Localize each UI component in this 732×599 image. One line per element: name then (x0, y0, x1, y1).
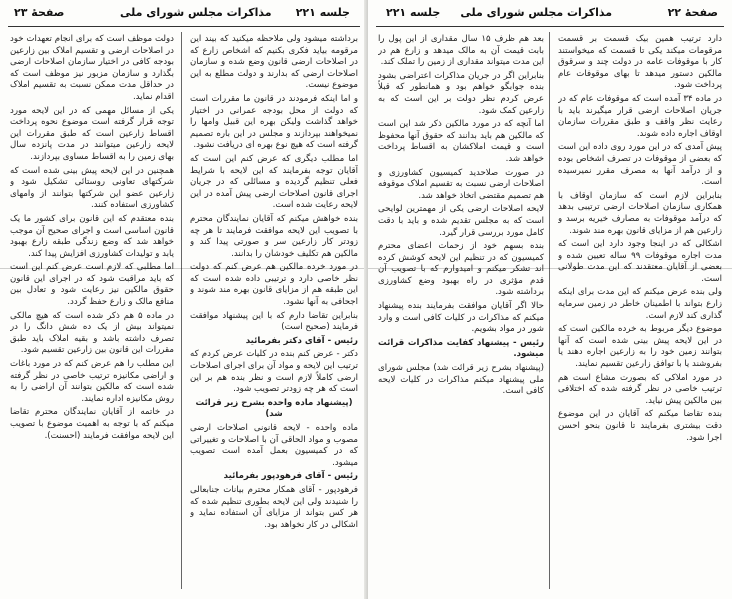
paragraph: بنابراین تقاضا دارم که با این پیشنهاد موافقت فرمایند (صحیح است) (190, 310, 358, 333)
paragraph: بنده تقاضا میکنم که آقایان در این موضوع دقت بیشتری بفرمایند تا قانون بنحو احسن اجرا شود. (558, 409, 722, 443)
right-header-rule (376, 26, 724, 27)
left-page-session: جلسه ۲۲۱ (295, 6, 350, 19)
left-page-title: مذاکرات مجلس شورای ملی (120, 6, 272, 19)
paragraph: بنده خواهش میکنم که آقایان نمایندگان محترم با تصویب این لایحه موافقت فرمایند تا هر چه زودتر کار زارعین سر و صورتی پیدا کند و مالکین هم تکلیف خودشان را بدانند. (190, 213, 358, 259)
paragraph: اشکالی که در اینجا وجود دارد این است که مدت اجاره موقوفات ۹۹ ساله تعیین شده و بعضی از آقایان معتقدند که این مدت طولانی است. (558, 239, 722, 284)
paragraph: دارد ترتیب همین بیک قسمت بر قسمت مرقومات میکند یکی تا قسمت که میخواستند کار با موقوفات عامه در دولت چند و سرقوق مالکین دستور میدهد تا بهای موقوفات عام پرداخت شود. (558, 34, 722, 91)
speaker-line: رئیس - پیشنهاد کفایت مذاکرات قرائت میشود. (378, 337, 544, 360)
paragraph: (پیشنهاد بشرح زیر قرائت شد) مجلس شورای ملی پیشنهاد میکنم مذاکرات در کلیات لایحه کافی است. (378, 363, 544, 397)
left-page-number: صفحهٔ ۲۳ (14, 6, 65, 19)
centered-note: (پیشنهاد ماده واحده بشرح زیر قرائت شد) (195, 397, 353, 420)
paragraph: ولی بنده عرض میکنم که این مدت برای اینکه زارع بتواند با اطمینان خاطر در زمین سرمایه گذاری کند لازم است. (558, 287, 722, 321)
paragraph: بنابراین اگر در جریان مذاکرات اعتراضی بشود بنده جوابگو خواهم بود و همانطور که قبلاً عرض کردم نظر دولت بر این است که به زارعین کمک شود. (378, 70, 544, 116)
left-column-divider (181, 32, 182, 589)
paragraph: فرهودپور - آقای همکار محترم بیانات جنابعالی را شنیدند ولی این لایحه بطوری تنظیم شده که هر کس بتواند از مزایای آن استفاده نماید و اشکالی در کار نخواهد بود. (190, 484, 358, 530)
left-page-header (10, 6, 358, 26)
left-page-column-left (10, 34, 174, 591)
paragraph: همچنین در این لایحه پیش بینی شده است که شرکتهای تعاونی روستائی تشکیل شود و زارعین عضو این شرکتها بتوانند از وامهای کشاورزی استفاده کنند. (10, 165, 174, 211)
paragraph: ماده واحده - لایحه قانونی اصلاحات ارضی مصوب و مواد الحاقی آن با اصلاحات و تغییراتی که در کمیسیون بعمل آمده است تصویب میشود. (190, 423, 358, 468)
paragraph: در مورد املاکی که بصورت مشاع است هم ترتیب خاصی در نظر گرفته شده که اختلافی بین مالکین پیش نیاید. (558, 372, 722, 406)
paragraph: پیش آمدی که در این مورد روی داده این است که بعضی از موقوفات در تصرف اشخاص بوده و از درآمد آنها به مصرف مقرر نمیرسیده است. (558, 142, 722, 188)
paragraph: بنده معتقدم که این قانون برای کشور ما یک قانون اساسی است و اجرای صحیح آن موجب خواهد شد که وضع زندگی طبقه زارع بهبود یابد و تولیدات کشاورزی افزایش پیدا کند. (10, 213, 174, 259)
right-page-number: صفحهٔ ۲۲ (667, 6, 718, 19)
right-page (368, 0, 732, 599)
paragraph: دکتر - عرض کنم بنده در کلیات عرض کردم که ترتیب این لایحه و مواد آن برای اجرای اصلاحات ارضی کاملاً لازم است و نظر بنده هم بر این است که هر چه زودتر تصویب شود. (190, 349, 358, 395)
paragraph: در خاتمه از آقایان نمایندگان محترم تقاضا میکنم که با توجه به اهمیت موضوع با تصویب این لایحه موافقت فرمایند (احسنت). (10, 407, 174, 441)
paragraph: در ماده ۳۴ آمده است که موقوفات عام که در جریان اصلاحات ارضی قرار میگیرند باید با رعایت نظر واقف و طبق مقررات سازمان اوقاف اجاره داده شوند. (558, 93, 722, 139)
left-page-column-right (190, 34, 358, 591)
speaker-line: رئیس - آقای دکتر بفرمائید (245, 335, 358, 346)
paragraph: بنده بسهم خود از زحمات اعضای محترم کمیسیون که در تنظیم این لایحه کوشش کرده اند تشکر میکنم و امیدوارم که با تصویب آن قدم مؤثری در راه بهبود وضع کشاورزی برداشته شود. (378, 241, 544, 298)
paragraph: اما مطلبی که لازم است عرض کنم این است که باید مراقبت شود که در اجرای این قانون حقوق مالکین نیز رعایت شود و تعادل بین منافع مالک و زارع حفظ گردد. (10, 262, 174, 308)
right-page-header (378, 6, 722, 26)
right-page-title: مذاکرات مجلس شورای ملی (460, 6, 612, 19)
paragraph: حالا اگر آقایان موافقت بفرمایند بنده پیشنهاد میکنم که مذاکرات در کلیات کافی است و وارد شور در مواد بشویم. (378, 301, 544, 335)
right-column-divider (549, 32, 550, 589)
paragraph: یکی از مسائل مهمی که در این لایحه مورد توجه قرار گرفته است موضوع نحوه پرداخت اقساط زارعین است که طبق مقررات این لایحه زارعین میتوانند در مدت پانزده سال بهای زمین را به اقساط مساوی بپردازند. (10, 105, 174, 162)
paragraph: اما مطلب دیگری که عرض کنم این است که آقایان توجه بفرمایند که این لایحه با شرایط فعلی تنظیم گردیده و مسائلی که در جریان اجرای قانون اصلاحات ارضی پیش آمده در این لایحه رعایت شده است. (190, 153, 358, 211)
paragraph: و اما اینکه فرمودند در قانون ما مقررات است که دولت از محل بودجه عمرانی در اختیار خواهد گذاشت ولیکن بهره این قبیل وامها را نمیخواهند بپردازند و مجلس در این باره تصمیم گرفته است که هیچ نوع بهره ای دریافت نشود. (190, 93, 358, 151)
right-page-column-right (558, 34, 722, 591)
paragraph: اما آنچه که در مورد مالکین ذکر شد این است که مالکین هم باید بدانند که حقوق آنها محفوظ است و قیمت املاکشان به اقساط پرداخت خواهد شد. (378, 119, 544, 164)
paragraph: در مورد خرده مالکین هم عرض کنم که دولت نظر خاصی دارد و ترتیبی داده شده است که این طبقه هم از مزایای قانون بهره مند شوند و اجحافی به آنها نشود. (190, 262, 358, 308)
page-fold-line (0, 268, 368, 269)
left-header-rule (8, 26, 360, 27)
page-fold-line (368, 268, 732, 269)
paragraph: در ماده ۵ هم ذکر شده است که هیچ مالکی نمیتواند بیش از یک ده شش دانگ را در تصرف داشته باشد و بقیه املاک باید طبق مقررات این قانون بین زارعین تقسیم شود. (10, 310, 174, 356)
paragraph: لایحه اصلاحات ارضی یکی از مهمترین لوایحی است که به مجلس تقدیم شده و باید با دقت کامل مورد بررسی قرار گیرد. (378, 204, 544, 238)
paragraph: موضوع دیگر مربوط به خرده مالکین است که در این لایحه پیش بینی شده است که آنها بتوانند زمین خود را به زارعین اجاره دهند یا بفروشند یا با توافق زارعین تقسیم نمایند. (558, 324, 722, 370)
paragraph: این مطلب را هم عرض کنم که در مورد باغات و اراضی مکانیزه ترتیب خاصی در نظر گرفته شده است که مالکین بتوانند آن اراضی را به روش مکانیزه اداره نمایند. (10, 359, 174, 404)
paragraph: در صورت صلاحدید کمیسیون کشاورزی و اصلاحات ارضی نسبت به تقسیم املاک موقوفه هم تصمیم مقتضی اتخاذ خواهد شد. (378, 167, 544, 201)
paragraph: بعد هم ظرف ۱۵ سال مقداری از این پول را بابت قیمت آن به مالک میدهد و زارع هم در این مدت میتواند مقداری از زمین را تملک کند. (378, 34, 544, 68)
speaker-line: رئیس - آقای فرهودپور بفرمائید (223, 471, 358, 482)
paragraph: دولت موظف است که برای انجام تعهدات خود در اصلاحات ارضی و تقسیم املاک بین زارعین بودجه کافی در اختیار سازمان اصلاحات ارضی بگذارد و سازمان مزبور نیز موظف است که در حداقل مدت ممکن نسبت به تقسیم املاک اقدام نماید. (10, 34, 174, 102)
right-page-column-left (378, 34, 544, 591)
paragraph: برداشته میشود ولی ملاحظه میکنید که بیند این مرقومه بیاید فکری بکنیم که اشخاص زارع که در اصلاحات ارضی قانون وضع شده و سازمان اصلاحات ارضی که بدارند و دولت مطلع به این موضوع نیست. (190, 34, 358, 91)
right-page-session: جلسه ۲۲۱ (386, 6, 441, 19)
paragraph: بنابراین لازم است که سازمان اوقاف با همکاری سازمان اصلاحات ارضی ترتیبی بدهد که درآمد موقوفات به مصارف خیریه برسد و زارعین هم از مزایای قانون بهره مند شوند. (558, 190, 722, 236)
